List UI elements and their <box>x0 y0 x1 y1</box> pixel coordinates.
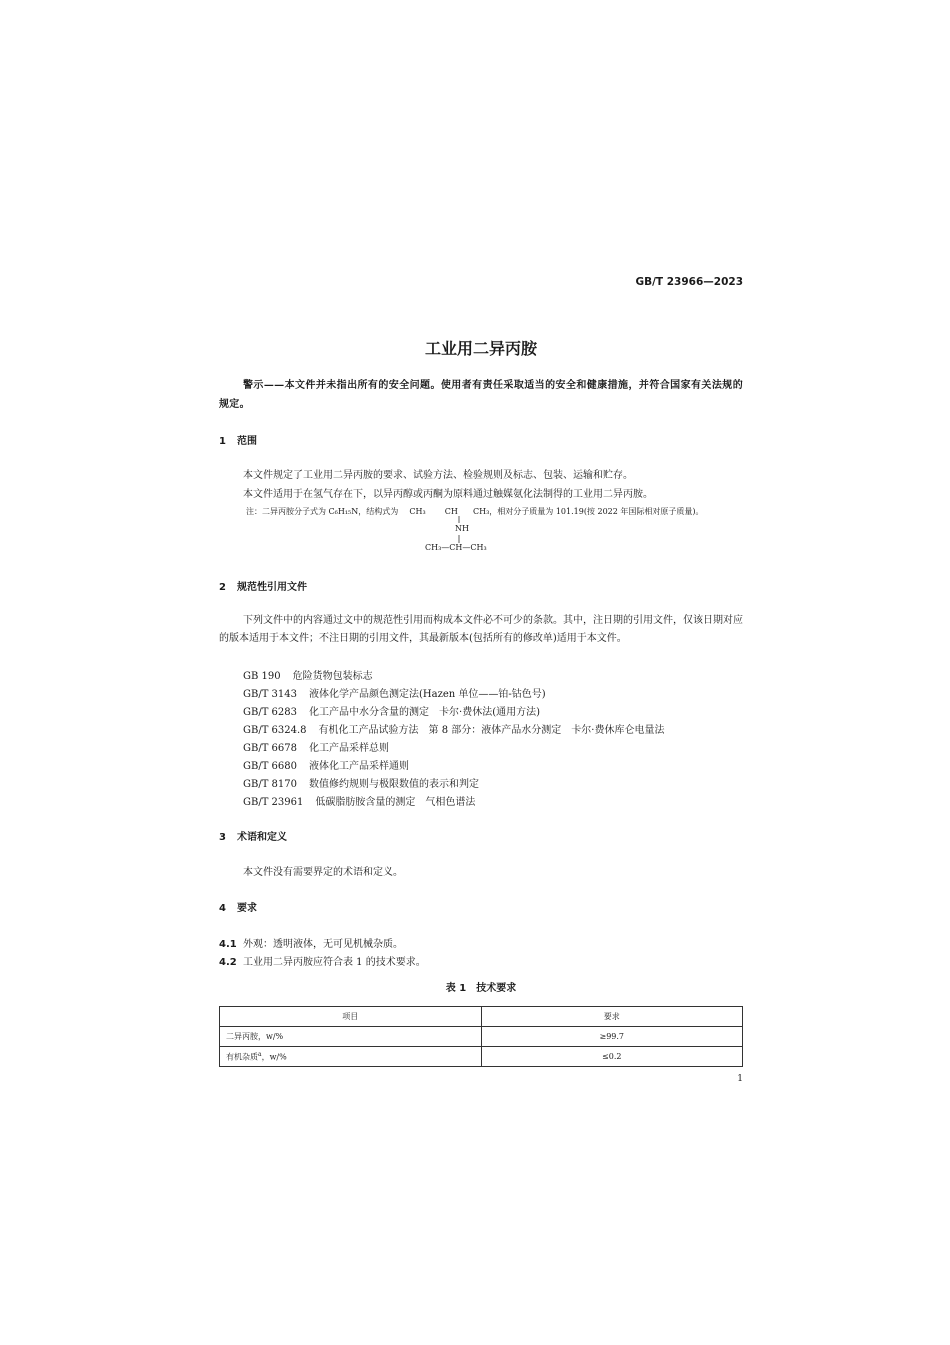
section-title: 规范性引用文件 <box>237 582 307 593</box>
table-cell-value: ≤0.2 <box>481 1047 743 1067</box>
section-title: 范围 <box>237 436 257 447</box>
reference-title: 低碳脂肪胺含量的测定 气相色谱法 <box>315 797 476 808</box>
reference-item <box>243 667 373 682</box>
reference-item <box>243 739 389 754</box>
note-suffix: ，相对分子质量为 101.19(按 2022 年国际相对原子质量)。 <box>489 507 704 516</box>
footnote-marker: a <box>258 1050 262 1058</box>
reference-title: 有机化工产品试验方法 第 8 部分：液体产品水分测定 卡尔·费休库仑电量法 <box>318 725 665 736</box>
requirement-number: 4.2 <box>219 957 237 968</box>
reference-title: 液体化工产品采样通则 <box>309 761 410 772</box>
reference-code: GB/T 8170 <box>243 779 298 790</box>
section-heading-requirements <box>219 899 257 914</box>
table-cell-item: 二异丙胺，w/% <box>220 1027 482 1047</box>
reference-item <box>243 703 540 718</box>
section-title: 术语和定义 <box>237 832 287 843</box>
reference-title: 化工产品采样总则 <box>309 743 390 754</box>
section-heading-scope <box>219 432 257 447</box>
reference-item <box>243 721 664 736</box>
scope-paragraph-2: 本文件适用于在氢气存在下，以异丙醇或丙酮为原料通过触媒氨化法制得的工业用二异丙胺。 <box>243 489 653 500</box>
table-header-item: 项目 <box>220 1007 482 1027</box>
reference-code: GB 190 <box>243 671 281 682</box>
formula-top-center: CH <box>444 507 458 516</box>
formula-bottom: CH₃—CH—CH₃ <box>425 543 487 552</box>
formula-middle: NH <box>455 524 469 533</box>
section-heading-normative-refs <box>219 578 307 593</box>
section-number: 2 <box>219 582 226 593</box>
terms-text: 本文件没有需要界定的术语和定义。 <box>243 867 403 878</box>
reference-code: GB/T 23961 <box>243 797 304 808</box>
reference-code: GB/T 6283 <box>243 707 298 718</box>
warning-text: 警示——本文件并未指出所有的安全问题。使用者有责任采取适当的安全和健康措施，并符合国家有关法规的规定。 <box>219 380 743 410</box>
page-number: 1 <box>737 1074 743 1084</box>
note-prefix: 注：二异丙胺分子式为 C₆H₁₅N，结构式为 <box>246 507 399 516</box>
table-cell-item <box>220 1047 482 1067</box>
requirement-item <box>219 953 426 968</box>
item-label: 有机杂质 <box>226 1052 258 1062</box>
section-number: 3 <box>219 832 226 843</box>
requirement-number: 4.1 <box>219 939 237 950</box>
requirement-text: 外观：透明液体，无可见机械杂质。 <box>243 939 403 950</box>
reference-title: 化工产品中水分含量的测定 卡尔·费休法(通用方法) <box>309 707 540 718</box>
reference-item <box>243 775 479 790</box>
table-header-requirement: 要求 <box>481 1007 743 1027</box>
reference-title: 危险货物包装标志 <box>292 671 373 682</box>
section-number: 4 <box>219 903 226 914</box>
reference-title: 数值修约规则与极限数值的表示和判定 <box>309 779 480 790</box>
table-row <box>220 1047 743 1067</box>
section-number: 1 <box>219 436 226 447</box>
requirement-text: 工业用二异丙胺应符合表 1 的技术要求。 <box>243 957 426 968</box>
reference-code: GB/T 6680 <box>243 761 298 772</box>
table-row <box>220 1027 743 1047</box>
reference-item <box>243 685 546 700</box>
reference-title: 液体化学产品颜色测定法(Hazen 单位——铂-钴色号) <box>309 689 546 700</box>
scope-paragraph-1: 本文件规定了工业用二异丙胺的要求、试验方法、检验规则及标志、包装、运输和贮存。 <box>243 470 633 481</box>
technical-requirements-table <box>219 1006 743 1067</box>
standard-number: GB/T 23966—2023 <box>635 276 743 288</box>
section-heading-terms <box>219 828 287 843</box>
reference-item <box>243 793 475 808</box>
reference-code: GB/T 6678 <box>243 743 298 754</box>
formula-top-left: CH₃ <box>409 507 426 516</box>
table-cell-value: ≥99.7 <box>481 1027 743 1047</box>
formula-top-right: CH₃ <box>472 507 490 516</box>
normative-refs-intro: 下列文件中的内容通过文中的规范性引用而构成本文件必不可少的条款。其中，注日期的引用文件，仅该日期对应的版本适用于本文件；不注日期的引用文件，其最新版本(包括所有的修改单)适用于本文件。 <box>219 615 743 644</box>
table-header-row <box>220 1007 743 1027</box>
reference-item <box>243 757 409 772</box>
document-title: 工业用二异丙胺 <box>424 339 537 358</box>
item-unit: ，w/% <box>261 1052 287 1062</box>
section-title: 要求 <box>237 903 257 914</box>
reference-code: GB/T 3143 <box>243 689 298 700</box>
requirement-item <box>219 935 403 950</box>
table-caption: 表 1 技术要求 <box>445 983 517 994</box>
reference-code: GB/T 6324.8 <box>243 725 307 736</box>
